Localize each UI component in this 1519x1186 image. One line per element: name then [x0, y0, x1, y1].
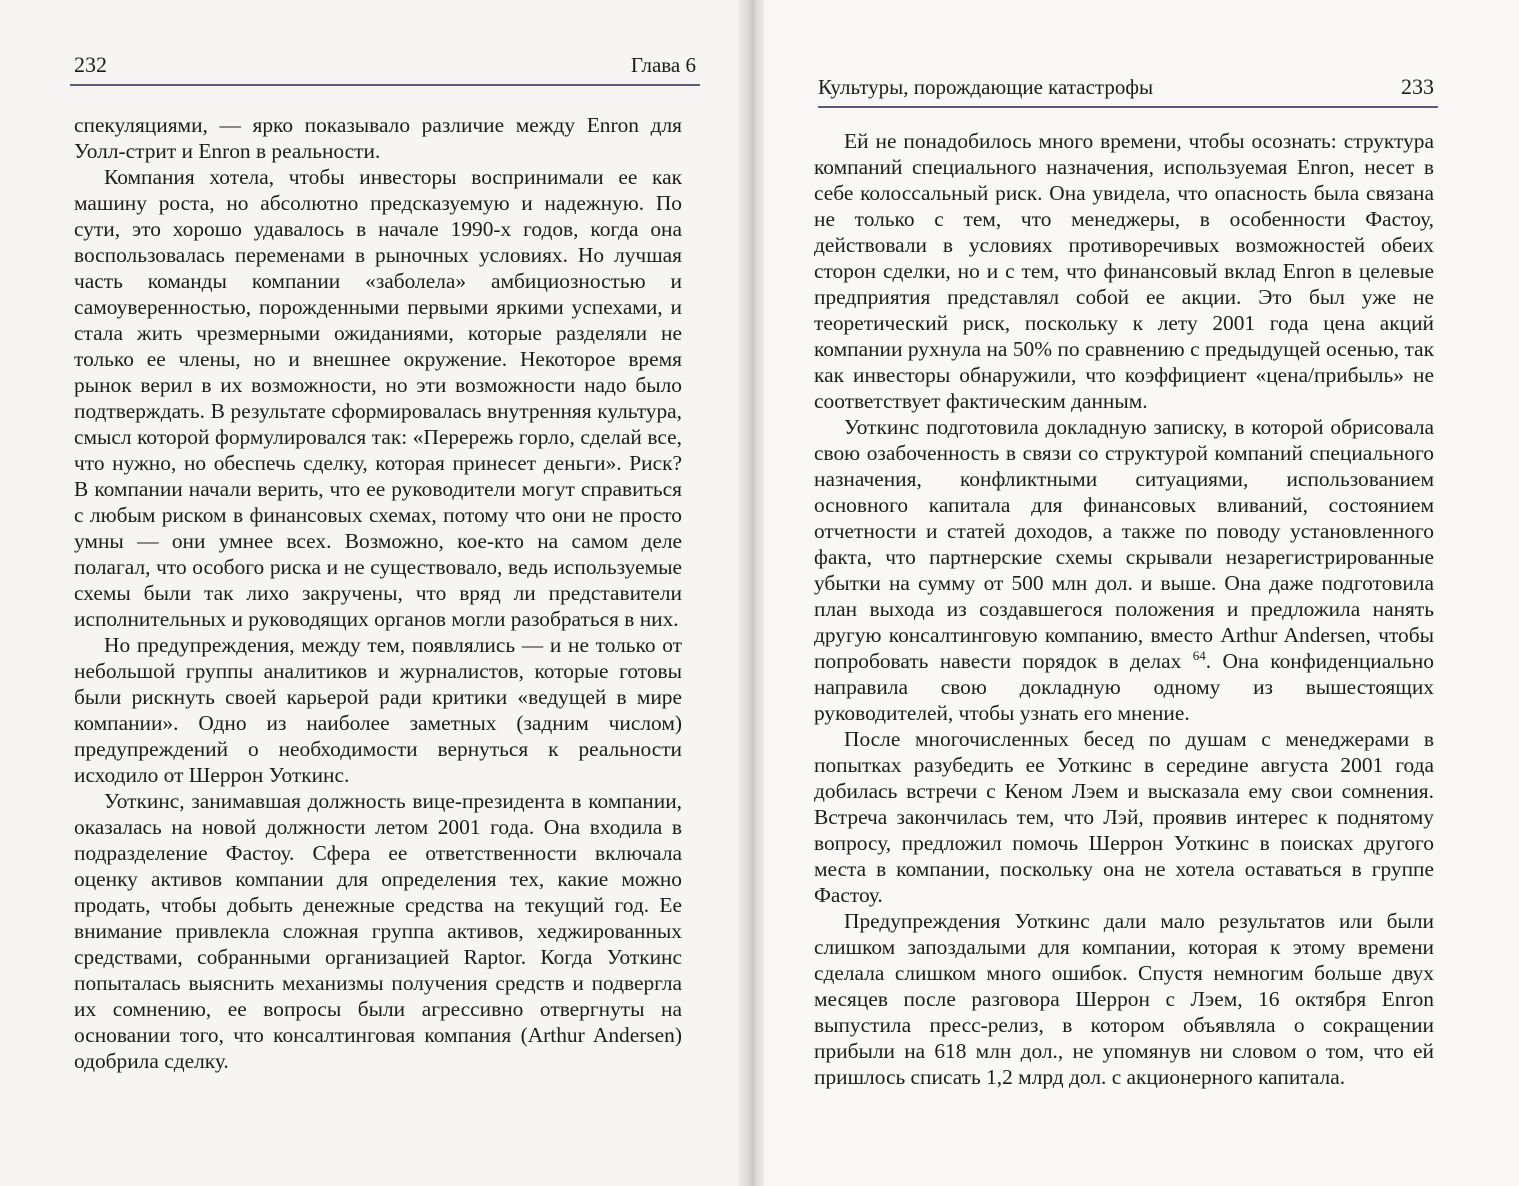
footnote-reference: 64	[1192, 647, 1206, 663]
left-running-head: Глава 6	[630, 53, 696, 77]
right-paragraph-3: После многочисленных бесед по душам с менеджерами в попытках разубедить ее Уоткинс в середине августа 2001 года добилась встречи с Кеном Лэем и высказала ему свои сомнения. Встреча закончилась тем, что Лэй, проявив интерес к поднятому вопросу, предложил помочь Шеррон Уоткинс в поисках другого места в компании, поскольку она не хотела оставаться в группе Фастоу.	[814, 727, 1434, 907]
right-text-column	[814, 128, 1434, 1090]
right-page-header	[818, 72, 1438, 108]
left-text-column	[74, 112, 682, 1074]
right-paragraph-2-text: Уоткинс подготовила докладную записку, в которой обрисовала свою озабоченность в связи со структурой компаний специального назначения, конфликтными ситуациями, использованием основного капитала для финансовых вливаний, состоянием отчетности и статей доходов, а также по поводу установленного факта, что партнерские схемы скрывали незарегистрированные убытки на сумму от 500 млн дол. и выше. Она даже подготовила план выхода из создавшегося положения и предложила нанять другую консалтинговую компанию, вместо Arthur Andersen, чтобы попробовать навести порядок в делах	[814, 415, 1434, 673]
right-running-head: Культуры, порождающие катастрофы	[818, 75, 1154, 99]
left-page	[0, 0, 740, 1186]
right-paragraph-4: Предупреждения Уоткинс дали мало результатов или были слишком запоздалыми для компании, которая к этому времени сделала слишком много ошибок. Спустя немногим больше двух месяцев после разговора Шеррон с Лэем, 16 октября Enron выпустила пресс-релиз, в котором объявляла о сокращении прибыли на 618 млн дол., не упомянув ни словом о том, что ей пришлось списать 1,2 млрд дол. с акционерного капитала.	[814, 909, 1434, 1089]
left-paragraph-1: спекуляциями, — ярко показывало различие между Enron для Уолл-стрит и Enron в реальности.	[74, 113, 682, 163]
right-paragraph-2: Уоткинс подготовила докладную записку, в которой обрисовала свою озабоченность в связи со структурой компаний специального назначения, конфликтными ситуациями, использованием основного капитала для финансовых вливаний, состоянием отчетности и статей доходов, а также по поводу установленного факта, что партнерские схемы скрывали незарегистрированные убытки на сумму от 500 млн дол. и выше. Она даже подготовила план выхода из создавшегося положения и предложила нанять другую консалтинговую компанию, вместо Arthur Andersen, чтобы попробовать навести порядок в делах $^{64}$. Она конфиденциально направила свою докладную одному из вышестоящих руководителей, чтобы узнать его мнение.	[814, 415, 1434, 725]
right-page-number: 233	[1401, 74, 1434, 99]
left-paragraph-4: Уоткинс, занимавшая должность вице-президента в компании, оказалась на новой должности летом 2001 года. Она входила в подразделение Фастоу. Сфера ее ответственности включала оценку активов компании для определения тех, какие можно продать, чтобы добыть денежные средства на текущий год. Ее внимание привлекла сложная группа активов, хеджированных средствами, собранными организацией Raptor. Когда Уоткинс попыталась выяснить механизмы получения средств и подвергла их сомнению, ее вопросы были агрессивно отвергнуты на основании того, что консалтинговая компания (Arthur Andersen) одобрила сделку.	[74, 789, 682, 1073]
left-paragraph-3: Но предупреждения, между тем, появлялись — и не только от небольшой группы аналитиков и журналистов, которые готовы были рискнуть своей карьерой ради критики «ведущей в мире компании». Одно из наиболее заметных (задним числом) предупреждений о необходимости вернуться к реальности исходило от Шеррон Уоткинс.	[74, 633, 682, 787]
left-page-header	[70, 50, 700, 86]
left-paragraph-2: Компания хотела, чтобы инвесторы воспринимали ее как машину роста, но абсолютно предсказуемую и надежную. По сути, это хорошо удавалось в начале 1990-х годов, когда она воспользовалась переменами в рыночных условиях. Но лучшая часть команды компании «заболела» амбициозностью и самоуверенностью, порожденными первыми яркими успехами, и стала жить чрезмерными ожиданиями, которые разделяли не только ее члены, но и внешнее окружение. Некоторое время рынок верил в их возможности, но эти возможности надо было подтверждать. В результате сформировалась внутренняя культура, смысл которой формулировался так: «Перережь горло, сделай все, что нужно, но обеспечь сделку, которая принесет деньги». Риск? В компании начали верить, что ее руководители могут справиться с любым риском в финансовых схемах, потому что они не просто умны — они умнее всех. Возможно, кое-кто на самом деле полагал, что особого риска и не существовало, ведь используемые схемы были так лихо закручены, что вряд ли представители исполнительных и руководящих органов могли разобраться в них.	[74, 165, 682, 631]
right-paragraph-1: Ей не понадобилось много времени, чтобы осознать: структура компаний специального назначения, используемая Enron, несет в себе колоссальный риск. Она увидела, что опасность была связана не только с тем, что менеджеры, в особенности Фастоу, действовали в условиях противоречивых возможностей обеих сторон сделки, но и с тем, что финансовый вклад Enron в целевые предприятия представлял собой ее акции. Это был уже не теоретический риск, поскольку к лету 2001 года цена акций компании рухнула на 50% по сравнению с предыдущей осенью, так как инвесторы обнаружили, что коэффициент «цена/прибыль» не соответствует фактическим данным.	[814, 129, 1434, 413]
right-paragraph-2-tail: Она конфиденциально направила свою докладную одному из вышестоящих руководителей, чтобы узнать его мнение.	[814, 649, 1434, 725]
left-page-number: 232	[74, 52, 107, 77]
